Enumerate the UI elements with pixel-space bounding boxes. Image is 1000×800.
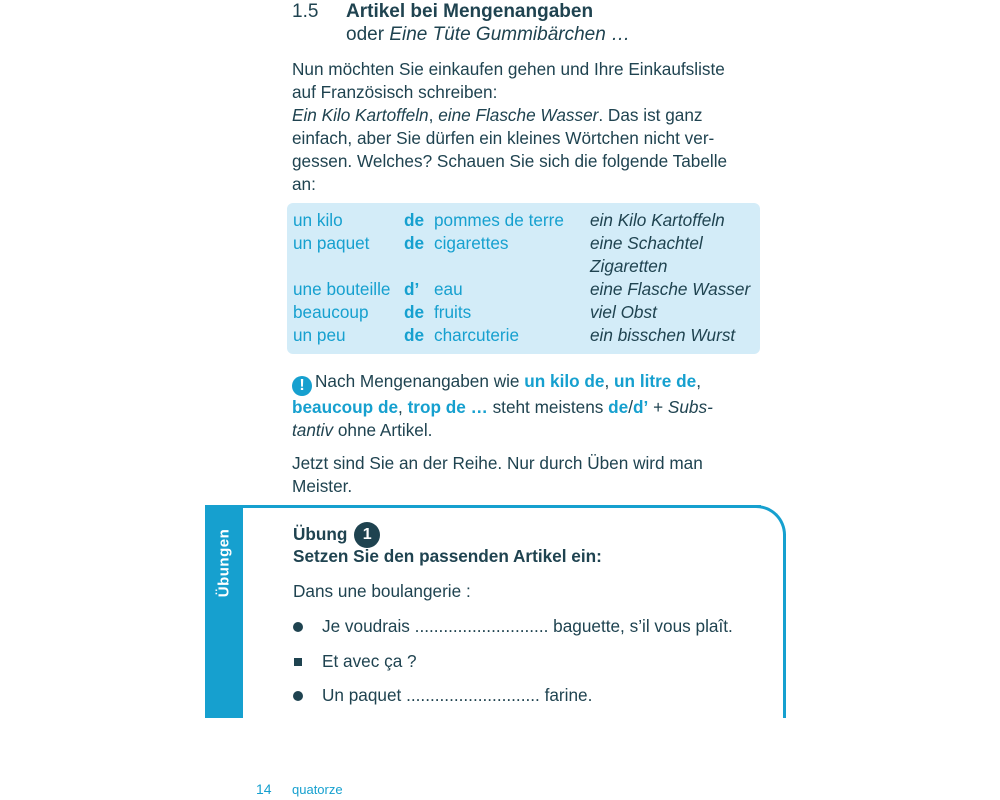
table-noun: pommes de terre — [434, 210, 564, 230]
exercise-number-badge: 1 — [354, 522, 380, 548]
note-italic: Subs- — [667, 397, 713, 417]
note-italic: tantiv — [292, 420, 334, 440]
table-article: d’ — [404, 279, 420, 299]
table-german: ein Kilo Kartoffeln — [590, 210, 725, 230]
note-text: + — [648, 397, 668, 417]
outro-paragraph — [292, 452, 762, 498]
exercise-item-text[interactable]: Je voudrais ............................ baguette, s’il vous plaît. — [322, 616, 733, 636]
table-noun: charcuterie — [434, 325, 520, 345]
exercise-frame-right — [783, 534, 786, 718]
table-noun: eau — [434, 279, 463, 299]
section-title: Artikel bei Mengenangaben — [346, 1, 594, 22]
note-line — [292, 419, 762, 442]
grammar-note — [292, 370, 762, 442]
exercise-item-text[interactable]: Un paquet ............................ farine. — [322, 685, 593, 705]
note-text: , — [398, 397, 408, 417]
intro-line: an: — [292, 174, 316, 194]
table-article: de — [404, 302, 425, 322]
table-quantity: un kilo — [293, 210, 343, 230]
intro-line: Nun möchten Sie einkaufen gehen und Ihre Einkaufsliste — [292, 59, 725, 79]
page-number: 14 — [256, 781, 272, 797]
exclamation-icon: ! — [292, 376, 312, 396]
table-noun: fruits — [434, 302, 472, 322]
note-line — [292, 396, 762, 419]
table-quantity: un paquet — [293, 233, 370, 253]
note-highlight: beaucoup de — [292, 397, 399, 417]
intro-example-b: eine Flasche Wasser — [438, 105, 599, 125]
table-quantity: beaucoup — [293, 302, 369, 322]
note-text: ohne Artikel. — [333, 420, 433, 440]
intro-line: gessen. Welches? Schauen Sie sich die folgende Tabelle — [292, 151, 728, 171]
table-german: eine Flasche Wasser — [590, 279, 751, 299]
intro-paragraph — [292, 58, 762, 196]
bullet-dot-icon — [293, 691, 303, 701]
intro-line: auf Französisch schreiben: — [292, 82, 498, 102]
exercise-instruction: Setzen Sie den passenden Artikel ein: — [293, 546, 602, 566]
note-highlight: un kilo de — [524, 371, 605, 391]
table-german: Zigaretten — [590, 256, 668, 276]
exercise-title-text: Übung — [293, 524, 348, 544]
bullet-square-icon — [294, 658, 302, 666]
note-text: , — [604, 371, 615, 391]
table-german: ein bisschen Wurst — [590, 325, 736, 345]
exercise-item-text: Et avec ça ? — [322, 651, 417, 671]
note-highlight: trop de … — [407, 397, 488, 417]
section-number: 1.5 — [292, 1, 319, 22]
intro-sep: , — [428, 105, 439, 125]
note-line — [292, 370, 762, 396]
note-text: Nach Mengenangaben wie — [315, 371, 525, 391]
table-article: de — [404, 210, 425, 230]
subtitle-prefix: oder — [346, 24, 390, 45]
bullet-dot-icon — [293, 622, 303, 632]
intro-example-a: Ein Kilo Kartoffeln — [292, 105, 429, 125]
note-text: , — [696, 371, 701, 391]
table-german: viel Obst — [590, 302, 657, 322]
table-quantity: une bouteille — [293, 279, 391, 299]
intro-line — [292, 104, 762, 127]
outro-line: Jetzt sind Sie an der Reihe. Nur durch Üben wird man — [292, 453, 703, 473]
table-noun: cigarettes — [434, 233, 509, 253]
outro-line: Meister. — [292, 476, 353, 496]
note-text: steht meistens — [487, 397, 609, 417]
note-highlight: de — [608, 397, 629, 417]
exercise-frame-top — [243, 505, 761, 508]
intro-line: einfach, aber Sie dürfen ein kleines Wörtchen nicht ver- — [292, 128, 715, 148]
subtitle-italic: Eine Tüte Gummibärchen … — [389, 24, 631, 45]
table-quantity: un peu — [293, 325, 346, 345]
table-german: eine Schachtel — [590, 233, 703, 253]
intro-example-end: . Das ist ganz — [598, 105, 703, 125]
page-number-word: quatorze — [292, 782, 343, 797]
sidebar-label: Übungen — [215, 528, 233, 598]
quantity-table — [287, 203, 760, 354]
section-subtitle — [346, 23, 630, 47]
note-text: / — [628, 397, 634, 417]
table-article: de — [404, 325, 425, 345]
exercise-frame-corner — [752, 505, 786, 539]
exercise-context: Dans une boulangerie : — [293, 581, 471, 601]
note-highlight: un litre de — [614, 371, 697, 391]
note-highlight: d’ — [633, 397, 649, 417]
table-article: de — [404, 233, 425, 253]
